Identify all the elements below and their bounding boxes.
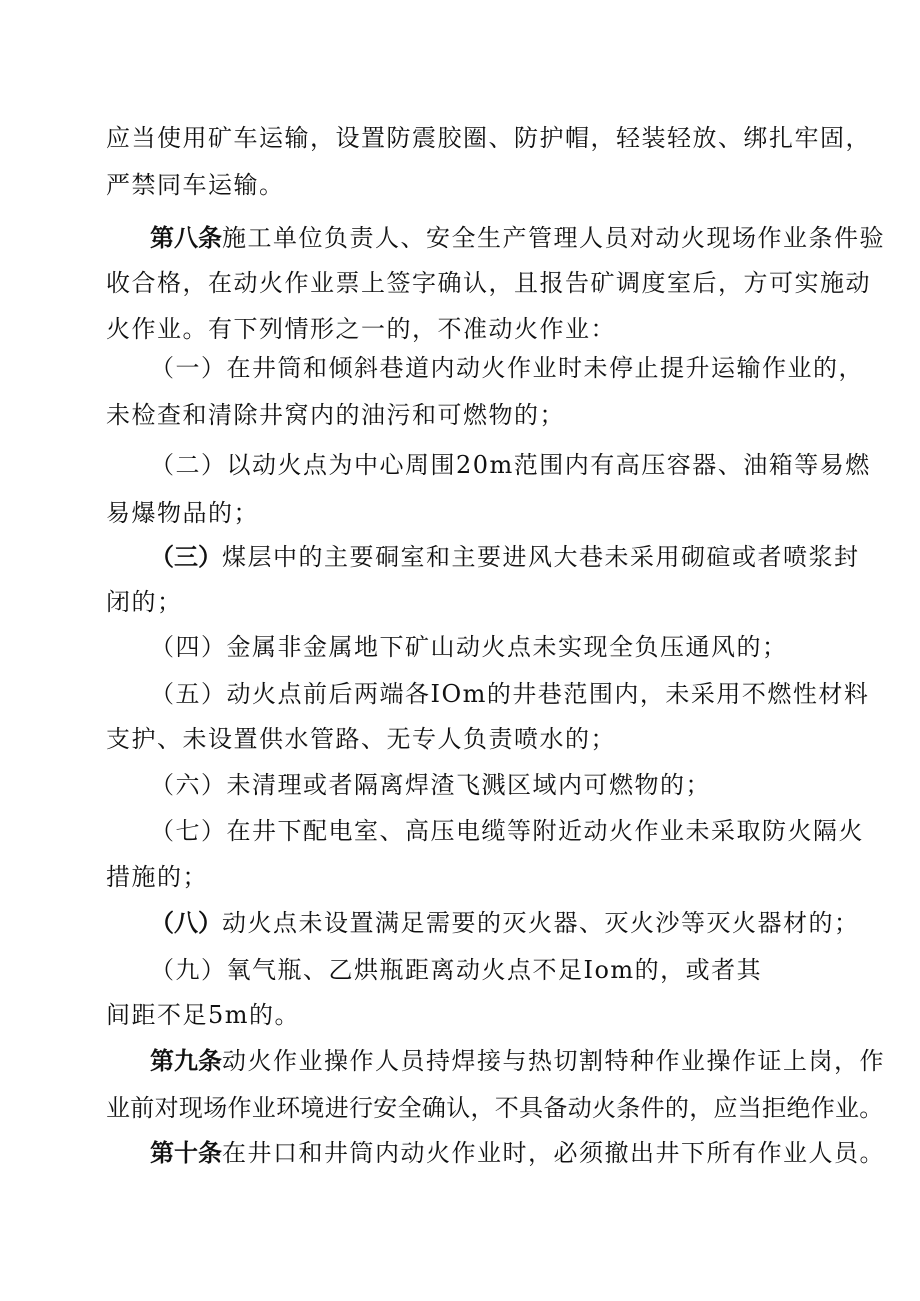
item-8-text: 动火点未设置满足需要的灭火器、灭火沙等灭火器材的； bbox=[222, 909, 860, 937]
item-3-label: （三） bbox=[150, 542, 222, 571]
article-8-text: 施工单位负责人、安全生产管理人员对动火现场作业条件验 bbox=[222, 224, 885, 252]
item-4-line: （四）金属非金属地下矿山动火点未实现全负压通风的； bbox=[150, 633, 788, 661]
text-line: 严禁同车运输。 bbox=[106, 171, 285, 199]
text-line: 火作业。有下列情形之一的，不准动火作业： bbox=[106, 315, 616, 343]
text-line: 应当使用矿车运输，设置防震胶圈、防护帽，轻装轻放、绑扎牢固， bbox=[106, 124, 871, 152]
text-line: 未检查和清除井窝内的油污和可燃物的； bbox=[106, 401, 565, 429]
item-3-text: 煤层中的主要硐室和主要进风大巷未采用砌碹或者喷浆封 bbox=[222, 543, 860, 571]
item-1-line: （一）在井筒和倾斜巷道内动火作业时未停止提升运输作业的， bbox=[150, 354, 864, 382]
text-line: 支护、未设置供水管路、无专人负责喷水的； bbox=[106, 725, 616, 753]
text-line: 易爆物品的； bbox=[106, 499, 259, 527]
text-line: 间距不足5m的。 bbox=[106, 1001, 301, 1029]
article-9-label: 第九条 bbox=[150, 1047, 222, 1075]
text-line: 闭的； bbox=[106, 588, 183, 616]
item-5-line: （五）动火点前后两端各IOm的井巷范围内，未采用不燃性材料 bbox=[150, 680, 870, 708]
item-3-line bbox=[150, 542, 860, 572]
article-10-label: 第十条 bbox=[150, 1139, 222, 1167]
item-8-label: （八） bbox=[150, 908, 222, 937]
article-10-line bbox=[150, 1138, 885, 1168]
item-8-line bbox=[150, 908, 860, 938]
article-8-label: 第八条 bbox=[150, 224, 222, 252]
text-line: 业前对现场作业环境进行安全确认，不具备动火条件的，应当拒绝作业。 bbox=[106, 1094, 884, 1122]
text-line: 措施的； bbox=[106, 863, 208, 891]
item-6-line: （六）未清理或者隔离焊渣飞溅区域内可燃物的； bbox=[150, 771, 711, 799]
article-10-text: 在井口和井筒内动火作业时，必须撤出井下所有作业人员。 bbox=[222, 1139, 885, 1167]
item-9-line: （九）氧气瓶、乙烘瓶距离动火点不足Iom的，或者其 bbox=[150, 956, 763, 984]
article-8-first-line bbox=[150, 223, 885, 253]
article-9-first-line bbox=[150, 1046, 885, 1076]
article-9-text: 动火作业操作人员持焊接与热切割特种作业操作证上岗，作 bbox=[222, 1047, 885, 1075]
text-line: 收合格，在动火作业票上签字确认，且报告矿调度室后，方可实施动 bbox=[106, 269, 871, 297]
item-7-line: （七）在井下配电室、高压电缆等附近动火作业未采取防火隔火 bbox=[150, 817, 864, 845]
item-2-line: （二）以动火点为中心周围20m范围内有高压容器、油箱等易燃 bbox=[150, 451, 871, 479]
